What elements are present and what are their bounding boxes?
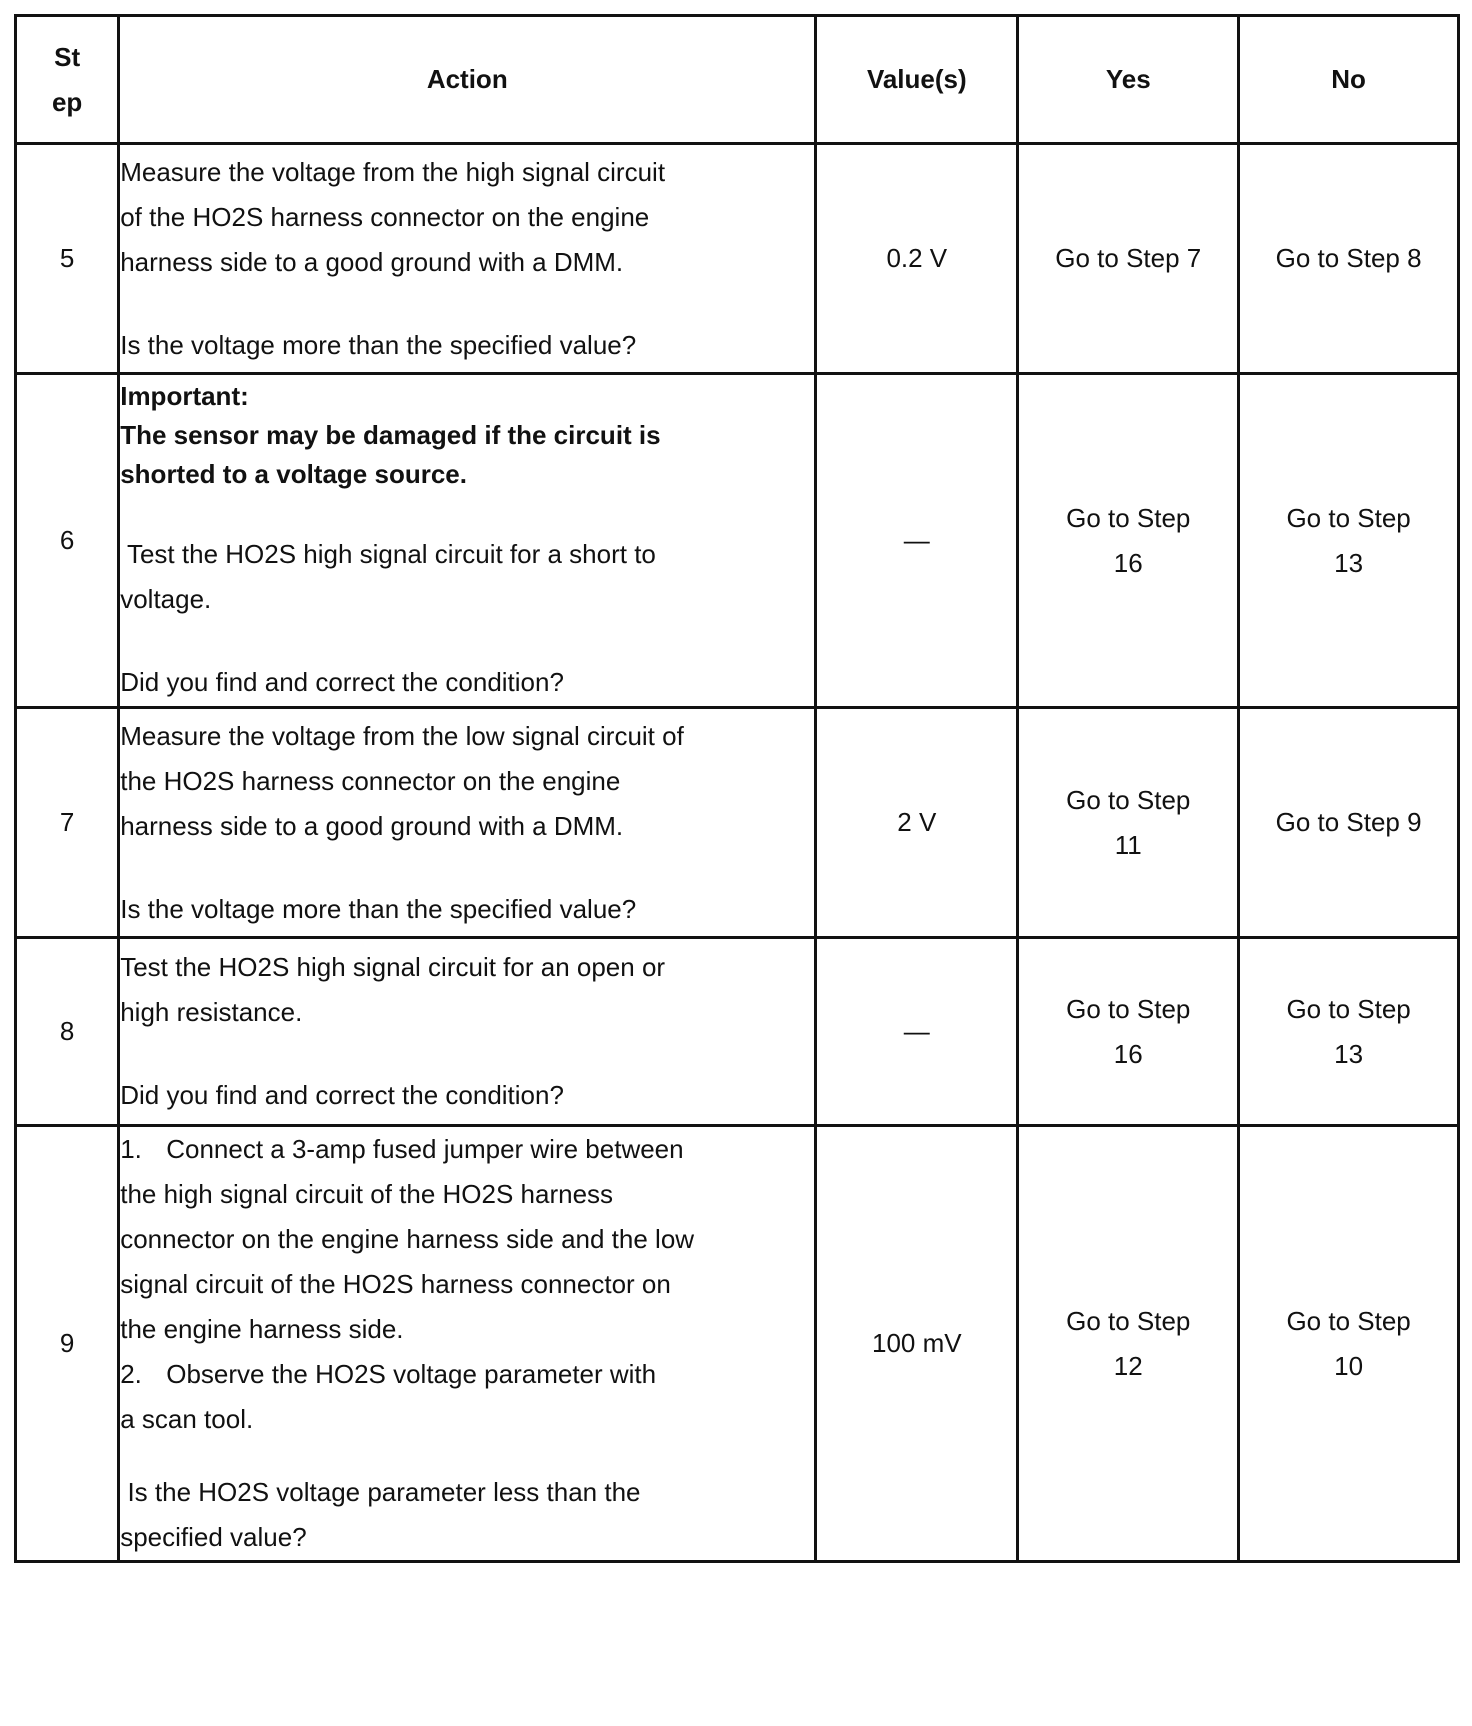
action-line: the high signal circuit of the HO2S harness (120, 1179, 614, 1209)
table-row-step-8 (16, 938, 1459, 1126)
action-cell (119, 144, 816, 374)
step-number: 8 (16, 938, 119, 1126)
value-cell: 100 mV (816, 1126, 1018, 1562)
header-action: Action (119, 16, 816, 144)
no-line: 13 (1334, 1038, 1364, 1069)
no-line: 13 (1334, 547, 1364, 578)
action-question: Did you find and correct the condition? (120, 1080, 564, 1110)
action-line: Test the HO2S high signal circuit for a short to (120, 538, 656, 569)
yes-cell (1018, 1126, 1239, 1562)
action-line: voltage. (120, 583, 212, 614)
yes-line: 11 (1114, 829, 1142, 860)
important-text: shorted to a voltage source. (120, 458, 467, 489)
numbered-item-2 (120, 1352, 814, 1397)
yes-cell (1018, 938, 1239, 1126)
no-cell (1239, 1126, 1459, 1562)
header-step-line1: St (54, 41, 81, 72)
action-line: the HO2S harness connector on the engine (120, 765, 621, 796)
no-cell (1239, 374, 1459, 708)
action-line: a scan tool. (120, 1404, 254, 1434)
value-cell: — (816, 374, 1018, 708)
yes-line: Go to Step (1066, 784, 1191, 815)
header-step-line2: ep (51, 86, 83, 117)
action-line: the engine harness side. (120, 1314, 404, 1344)
yes-line: 16 (1113, 547, 1143, 578)
header-yes: Yes (1018, 16, 1239, 144)
value-cell: 2 V (816, 708, 1018, 938)
action-question: Is the voltage more than the specified value? (120, 329, 637, 360)
diagnostic-table (14, 14, 1460, 1563)
no-cell (1239, 938, 1459, 1126)
action-question: Did you find and correct the condition? (120, 666, 564, 697)
yes-cell (1018, 708, 1239, 938)
no-line: Go to Step (1286, 993, 1411, 1024)
no-cell: Go to Step 8 (1239, 144, 1459, 374)
action-question: Is the HO2S voltage parameter less than the (120, 1477, 641, 1507)
header-step (16, 16, 119, 144)
header-no: No (1239, 16, 1459, 144)
action-line: of the HO2S harness connector on the engine (120, 201, 650, 232)
header-row (16, 16, 1459, 144)
action-line: harness side to a good ground with a DMM. (120, 246, 624, 277)
table-row-step-9 (16, 1126, 1459, 1562)
no-line: 10 (1334, 1350, 1364, 1381)
action-line: high resistance. (120, 997, 303, 1027)
table-row-step-6 (16, 374, 1459, 708)
yes-cell (1018, 374, 1239, 708)
action-line: connector on the engine harness side and the low (120, 1224, 695, 1254)
important-label: Important: (120, 380, 249, 411)
no-line: Go to Step (1286, 1305, 1411, 1336)
header-values: Value(s) (816, 16, 1018, 144)
step-number: 5 (16, 144, 119, 374)
item-number: 2. (120, 1359, 142, 1389)
action-line: Observe the HO2S voltage parameter with (166, 1359, 657, 1389)
no-line: Go to Step (1286, 502, 1411, 533)
numbered-item-1 (120, 1127, 814, 1172)
action-line: Measure the voltage from the low signal circuit of (120, 720, 684, 751)
action-line: signal circuit of the HO2S harness connector on (120, 1269, 671, 1299)
yes-line: Go to Step (1066, 502, 1191, 533)
step-number: 6 (16, 374, 119, 708)
action-line: Connect a 3-amp fused jumper wire between (166, 1134, 684, 1164)
value-cell: — (816, 938, 1018, 1126)
important-text: The sensor may be damaged if the circuit is (120, 419, 661, 450)
table-row-step-5 (16, 144, 1459, 374)
value-cell: 0.2 V (816, 144, 1018, 374)
no-cell: Go to Step 9 (1239, 708, 1459, 938)
item-number: 1. (120, 1134, 142, 1164)
action-cell (119, 938, 816, 1126)
yes-line: Go to Step (1066, 993, 1191, 1024)
action-cell (119, 1126, 816, 1562)
table-row-step-7 (16, 708, 1459, 938)
action-line: Test the HO2S high signal circuit for an open or (120, 952, 666, 982)
yes-line: 16 (1113, 1038, 1143, 1069)
action-cell (119, 708, 816, 938)
action-line: Measure the voltage from the high signal circuit (120, 156, 666, 187)
yes-cell: Go to Step 7 (1018, 144, 1239, 374)
yes-line: Go to Step (1066, 1305, 1191, 1336)
action-question: specified value? (120, 1522, 307, 1552)
action-question: Is the voltage more than the specified value? (120, 893, 637, 924)
step-number: 9 (16, 1126, 119, 1562)
yes-line: 12 (1113, 1350, 1143, 1381)
action-cell (119, 374, 816, 708)
step-number: 7 (16, 708, 119, 938)
action-line: harness side to a good ground with a DMM. (120, 810, 624, 841)
